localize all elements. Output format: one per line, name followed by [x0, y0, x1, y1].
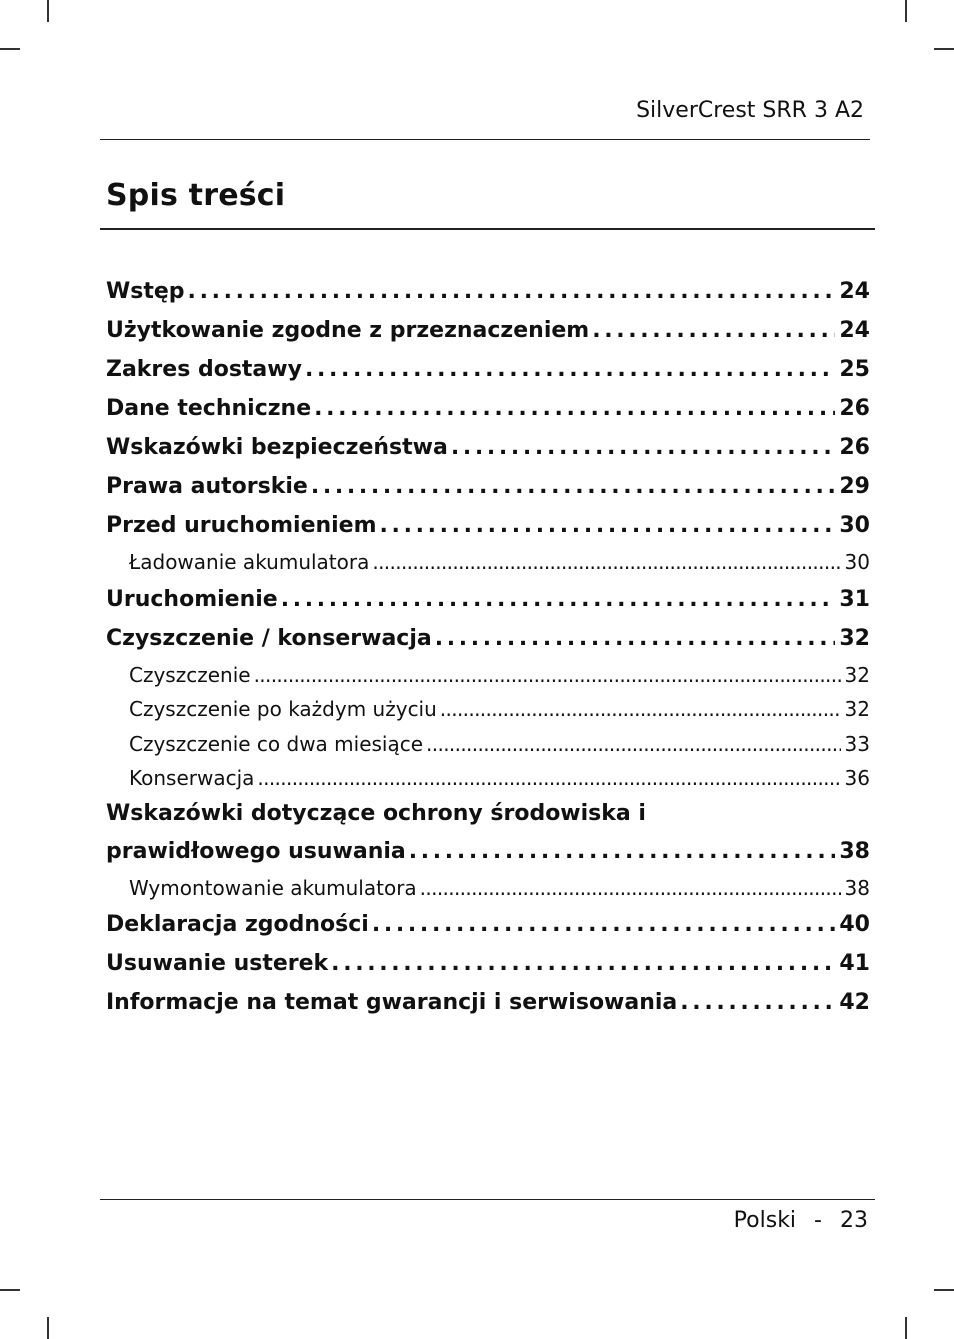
toc-entry-label: Użytkowanie zgodne z przeznaczeniem: [106, 318, 590, 343]
toc-subentry[interactable]: [106, 761, 870, 796]
toc-page-number: 30: [844, 550, 870, 574]
dot-leader: [305, 350, 835, 389]
dot-leader: [372, 905, 836, 944]
toc-entry-label: Wymontowanie akumulatora: [129, 875, 417, 900]
toc-entry-label: Dane techniczne: [106, 396, 312, 421]
toc-entry[interactable]: [106, 428, 870, 467]
crop-mark: [905, 1317, 907, 1339]
toc-entry-label: Czyszczenie: [129, 662, 251, 687]
toc-entry-label: Czyszczenie po każdym użyciu: [129, 697, 437, 721]
dot-leader: [420, 871, 841, 906]
toc-page-number: 32: [844, 662, 870, 687]
toc-page-number: 31: [839, 586, 870, 612]
running-footer: [100, 1208, 870, 1233]
toc-entry-label: Ładowanie akumulatora: [129, 550, 370, 574]
toc-page-number: 26: [839, 435, 870, 460]
title-rule: [100, 228, 875, 230]
toc-entry[interactable]: [106, 350, 870, 389]
toc-subentry[interactable]: [106, 658, 870, 693]
dot-leader: [311, 467, 836, 506]
dot-leader: [409, 832, 836, 871]
toc-page-number: 38: [844, 875, 870, 900]
header-rule: [100, 139, 870, 140]
toc-entry[interactable]: [106, 832, 870, 871]
toc-page-number: 41: [839, 951, 870, 976]
toc-entry[interactable]: [106, 580, 870, 619]
crop-mark: [47, 0, 49, 22]
crop-mark: [934, 48, 954, 50]
toc-page-number: 24: [839, 318, 870, 343]
crop-mark: [47, 1317, 49, 1339]
toc-page-number: 32: [839, 625, 870, 651]
toc-entry[interactable]: [106, 983, 870, 1022]
dot-leader: [254, 658, 841, 693]
dot-leader: [331, 944, 835, 983]
dot-leader: [257, 761, 840, 796]
toc-entry-label: Uruchomienie: [106, 586, 278, 612]
toc-page-number: 42: [839, 990, 870, 1015]
toc-subentry[interactable]: [106, 692, 870, 727]
footer-rule: [100, 1199, 875, 1200]
toc-entry-label: Czyszczenie co dwa miesiące: [129, 731, 424, 756]
product-name: SilverCrest SRR 3 A2: [636, 98, 864, 123]
toc-entry-label: Wskazówki bezpieczeństwa: [106, 435, 448, 460]
toc-page-number: 40: [839, 912, 870, 937]
toc-entry-label: Konserwacja: [129, 766, 255, 790]
toc-page-number: 30: [839, 513, 870, 538]
dot-leader: [281, 580, 836, 619]
toc-entry[interactable]: [106, 311, 870, 350]
dot-leader: [451, 428, 836, 467]
crop-mark: [934, 1289, 954, 1291]
dot-leader: [435, 619, 836, 658]
toc-page-number: 29: [839, 474, 870, 499]
dot-leader: [592, 311, 835, 350]
crop-mark: [0, 48, 20, 50]
toc-subentry[interactable]: [106, 871, 870, 906]
toc-entry-label: Czyszczenie / konserwacja: [106, 625, 432, 651]
dot-leader: [314, 389, 835, 428]
toc-subentry[interactable]: [106, 545, 870, 580]
toc-entry-label: Przed uruchomieniem: [106, 513, 377, 538]
toc-entry-label: Prawa autorskie: [106, 474, 308, 499]
toc-entry[interactable]: [106, 619, 870, 658]
toc-entry-heading-line: Wskazówki dotyczące ochrony środowiska i: [106, 800, 646, 826]
toc-page-number: 26: [839, 396, 870, 421]
dot-leader: [380, 506, 836, 545]
toc-page-number: 25: [839, 357, 870, 382]
running-header: [100, 98, 870, 123]
toc-entry[interactable]: [106, 272, 870, 311]
dot-leader: [426, 727, 841, 762]
toc-entry[interactable]: [106, 944, 870, 983]
footer-language: Polski: [733, 1208, 797, 1233]
toc-entry-label: prawidłowego usuwania: [106, 838, 406, 864]
toc-entry-label: Informacje na temat gwarancji i serwisowania: [106, 990, 678, 1015]
toc-entry-label: Deklaracja zgodności: [106, 912, 369, 937]
toc-entry[interactable]: [106, 467, 870, 506]
crop-mark: [905, 0, 907, 22]
footer-page-number: 23: [840, 1208, 868, 1233]
toc-entry[interactable]: [106, 506, 870, 545]
dot-leader: [680, 983, 835, 1022]
footer-separator: -: [814, 1208, 822, 1233]
toc-entry-label: Wstęp: [106, 279, 185, 304]
page-title: Spis treści: [106, 178, 286, 213]
toc-entry-label: Zakres dostawy: [106, 357, 302, 382]
toc-page-number: 36: [844, 766, 870, 790]
toc-entry[interactable]: [106, 389, 870, 428]
toc-page-number: 32: [844, 697, 870, 721]
toc-page-number: 33: [844, 731, 870, 756]
toc-subentry[interactable]: [106, 727, 870, 762]
toc-entry[interactable]: [106, 905, 870, 944]
dot-leader: [188, 272, 836, 311]
crop-mark: [0, 1289, 20, 1291]
toc-page-number: 24: [839, 279, 870, 304]
table-of-contents: [106, 272, 870, 1022]
dot-leader: [440, 692, 841, 727]
dot-leader: [372, 545, 840, 580]
toc-entry-label: Usuwanie usterek: [106, 951, 329, 976]
toc-page-number: 38: [839, 838, 870, 864]
